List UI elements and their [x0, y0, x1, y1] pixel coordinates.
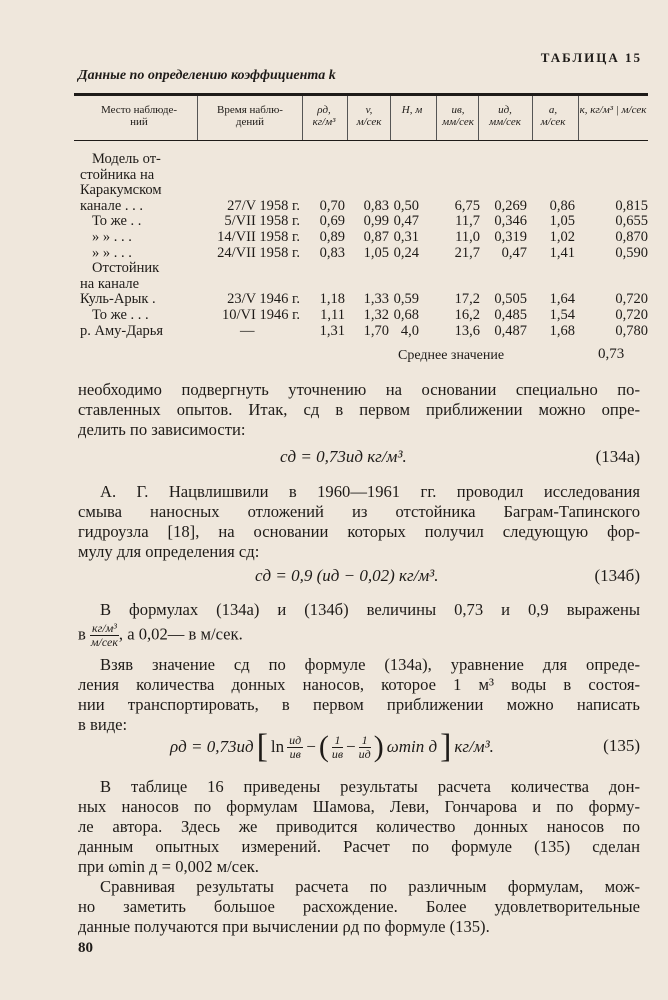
units-prefix: в	[78, 624, 86, 644]
units-denominator: м/сек	[90, 635, 118, 649]
cell-value: 11,7	[455, 213, 480, 230]
cell-place: р. Аму-Дарья	[80, 322, 164, 339]
text-line: ных наносов по формулам Шамова, Леви, Гончарова и по форму-	[78, 797, 640, 816]
cell-value: 11,0	[455, 229, 480, 245]
text-line: но заметить большое расхождение. Более удовлетворительные	[78, 897, 640, 916]
cell-place: Куль-Арык .	[80, 291, 156, 308]
cell-value: 0,269	[494, 197, 527, 214]
cell-value: 1,64	[549, 291, 575, 308]
cell-value: 0,31	[393, 229, 419, 245]
cell-time: 5/VII 1958 г.	[224, 213, 300, 230]
column-divider	[197, 96, 198, 140]
units-fraction	[90, 622, 119, 649]
cell-value: 1,33	[363, 291, 389, 308]
cell-value: 0,655	[615, 213, 648, 230]
table-row	[0, 307, 668, 323]
table-row	[0, 167, 668, 183]
cell-value: 0,69	[319, 213, 345, 230]
equation-number-134a: (134а)	[595, 447, 640, 466]
formula-135-lhs: ρд = 0,73uд	[170, 737, 254, 756]
equation-number-135: (135)	[603, 736, 640, 755]
table-row	[0, 245, 668, 261]
mean-label: Среднее значение	[398, 348, 505, 363]
cell-place: То же . .	[92, 213, 142, 230]
column-header: uд, мм/сек	[489, 104, 521, 128]
table-row	[0, 260, 668, 276]
cell-value: 0,720	[615, 307, 648, 323]
text-line: А. Г. Нацвлишвили в 1960—1961 гг. проводил исследования	[100, 482, 640, 501]
column-header: uв, мм/сек	[442, 104, 474, 128]
text-line: Сравнивая результаты расчета по различным формулам, мож-	[100, 877, 640, 896]
table-number: ТАБЛИЦА 15	[540, 50, 642, 65]
column-divider	[532, 96, 533, 140]
column-divider	[390, 96, 391, 140]
cell-value: 4,0	[400, 322, 419, 339]
units-numerator: кг/м³	[92, 621, 117, 635]
cell-time: 27/V 1958 г.	[227, 197, 300, 214]
page-number: 80	[78, 940, 93, 956]
bracket-open: [	[256, 728, 268, 765]
formula-135: ρд = 0,73uд [ ln $\frac{uд}{uв}$ − ( $\frac{1}{uв}$ − $\frac{1}{uд}$ ) ωmin д ] кг/м³.	[170, 728, 494, 765]
cell-value: 1,11	[320, 307, 345, 323]
column-header: v, м/сек	[356, 104, 382, 128]
cell-value: 0,870	[615, 229, 648, 245]
text-line: данные получаются при вычислении ρд по формуле (135).	[78, 917, 490, 936]
cell-value: 0,590	[615, 244, 648, 261]
table-row	[0, 213, 668, 229]
cell-place: на канале	[80, 275, 140, 292]
cell-value: 1,54	[549, 307, 575, 323]
table-row	[0, 291, 668, 307]
table-row	[0, 151, 668, 167]
table-row	[0, 276, 668, 292]
cell-value: 1,70	[363, 322, 389, 339]
equation-number-134b: (134б)	[594, 566, 640, 585]
cell-value: 1,05	[363, 244, 389, 261]
ln: ln	[270, 737, 285, 756]
text-line: делить по зависимости:	[78, 420, 246, 439]
cell-value: 0,780	[615, 322, 648, 339]
table-top-rule	[74, 93, 648, 96]
text-line: данным опытных измерений. Расчет по формуле (135) сделан	[78, 837, 640, 856]
cell-value: 1,02	[549, 229, 575, 245]
text-line: Взяв значение cд по формуле (134а), уравнение для опреде-	[100, 655, 640, 674]
paren-open: (	[318, 730, 329, 763]
text-line: смыва наносных отложений из отстойника Баграм-Тапинского	[78, 502, 640, 521]
cell-value: 0,87	[363, 229, 389, 245]
fraction-1-ub	[332, 734, 343, 761]
cell-place: стойника на	[80, 166, 155, 183]
text-line: необходимо подвергнуть уточнению на основании специально по-	[78, 380, 640, 399]
cell-value: 0,83	[363, 197, 389, 214]
cell-value: 1,32	[363, 307, 389, 323]
table-caption: Данные по определению коэффициента k	[78, 68, 336, 83]
num: 1	[359, 734, 371, 748]
cell-value: 0,59	[393, 291, 419, 308]
cell-value: 0,319	[494, 229, 527, 245]
column-header: к, кг/м³ | м/сек	[579, 104, 647, 116]
cell-value: 0,86	[549, 197, 575, 214]
column-header: a, м/сек	[540, 104, 566, 128]
cell-value: 6,75	[454, 197, 480, 214]
units-suffix: , а 0,02— в м/сек.	[118, 624, 243, 644]
cell-value: 0,47	[501, 244, 527, 261]
cell-value: 1,18	[319, 291, 345, 308]
cell-place: То же . . .	[92, 307, 149, 323]
column-divider	[578, 96, 579, 140]
formula-134b: cд = 0,9 (uд − 0,02) кг/м³.	[255, 566, 439, 585]
text-line: в виде:	[78, 715, 128, 734]
den: uд	[358, 746, 371, 761]
cell-place: Каракумском	[80, 182, 162, 199]
cell-value: 0,720	[615, 291, 648, 308]
cell-value: 1,05	[549, 213, 575, 230]
den: uв	[289, 746, 301, 761]
mean-value: 0,73	[598, 346, 625, 362]
column-divider	[302, 96, 303, 140]
cell-value: 0,346	[494, 213, 527, 230]
cell-value: 0,487	[494, 322, 527, 339]
text-line: гидроузла [18], на основании которых получил следующую фор-	[78, 522, 640, 541]
column-divider	[347, 96, 348, 140]
num: 1	[332, 734, 343, 748]
cell-value: 0,50	[393, 197, 419, 214]
omega-min: ωmin д	[386, 737, 438, 756]
cell-value: 0,47	[393, 213, 419, 230]
cell-value: 0,70	[319, 197, 345, 214]
cell-time: 10/VI 1946 г.	[221, 307, 300, 323]
cell-time: 14/VII 1958 г.	[217, 229, 300, 245]
cell-value: 1,41	[549, 244, 575, 261]
text-line: при ωmin д = 0,002 м/сек.	[78, 857, 259, 876]
text-line: нии транспортировать, в первом приближении можно написать	[78, 695, 640, 714]
cell-value: 0,68	[393, 307, 419, 323]
cell-value: 0,83	[319, 244, 345, 261]
cell-value: 1,31	[319, 322, 345, 339]
column-header: Место наблюде- ний	[101, 104, 177, 128]
table-row	[0, 182, 668, 198]
cell-value: 21,7	[454, 244, 480, 261]
cell-time: —	[240, 322, 255, 339]
table-header-rule	[74, 140, 648, 141]
cell-place: » » . . .	[92, 244, 132, 261]
cell-place: Модель от-	[92, 151, 161, 167]
text-line: В формулах (134а) и (134б) величины 0,73 и 0,9 выражены	[100, 600, 640, 619]
cell-place: канале . . .	[80, 197, 144, 214]
text-line: В таблице 16 приведены результаты расчета количества дон-	[100, 777, 640, 796]
text-line: ле автора. Здесь же приводится количество донных наносов по	[78, 817, 640, 836]
cell-place: » » . . .	[92, 229, 132, 245]
table-row	[0, 229, 668, 245]
formula-135-unit: кг/м³.	[454, 737, 494, 756]
text-line: ления количества донных наносов, которое 1 м³ воды в состоя-	[78, 675, 640, 694]
cell-value: 0,24	[393, 244, 419, 261]
fraction-ud-ub	[287, 734, 303, 761]
column-header: H, м	[401, 104, 423, 116]
table-row	[0, 198, 668, 214]
column-divider	[478, 96, 479, 140]
cell-time: 23/V 1946 г.	[227, 291, 300, 308]
text-line: ставленных опытов. Итак, cд в первом приближении можно опре-	[78, 400, 640, 419]
cell-value: 0,99	[363, 213, 389, 230]
paren-close: )	[373, 730, 384, 763]
cell-value: 13,6	[454, 322, 480, 339]
den: uв	[331, 746, 344, 761]
cell-value: 0,505	[494, 291, 527, 308]
column-divider	[436, 96, 437, 140]
num: uд	[289, 732, 302, 747]
column-header: Время наблю- дений	[217, 104, 283, 128]
fraction-1-ud	[359, 734, 371, 761]
column-header: ρд, кг/м³	[312, 104, 336, 128]
text-line: мулу для определения cд:	[78, 542, 260, 561]
cell-value: 17,2	[454, 291, 480, 308]
cell-value: 0,815	[615, 197, 648, 214]
cell-place: Отстойник	[92, 260, 160, 277]
units-line	[78, 622, 243, 649]
formula-134a: cд = 0,73uд кг/м³.	[280, 447, 407, 466]
cell-value: 0,89	[319, 229, 345, 245]
table-row	[0, 323, 668, 339]
cell-time: 24/VII 1958 г.	[217, 244, 300, 261]
cell-value: 1,68	[549, 322, 575, 339]
cell-value: 16,2	[454, 307, 480, 323]
bracket-close: ]	[440, 728, 452, 765]
cell-value: 0,485	[494, 307, 527, 323]
